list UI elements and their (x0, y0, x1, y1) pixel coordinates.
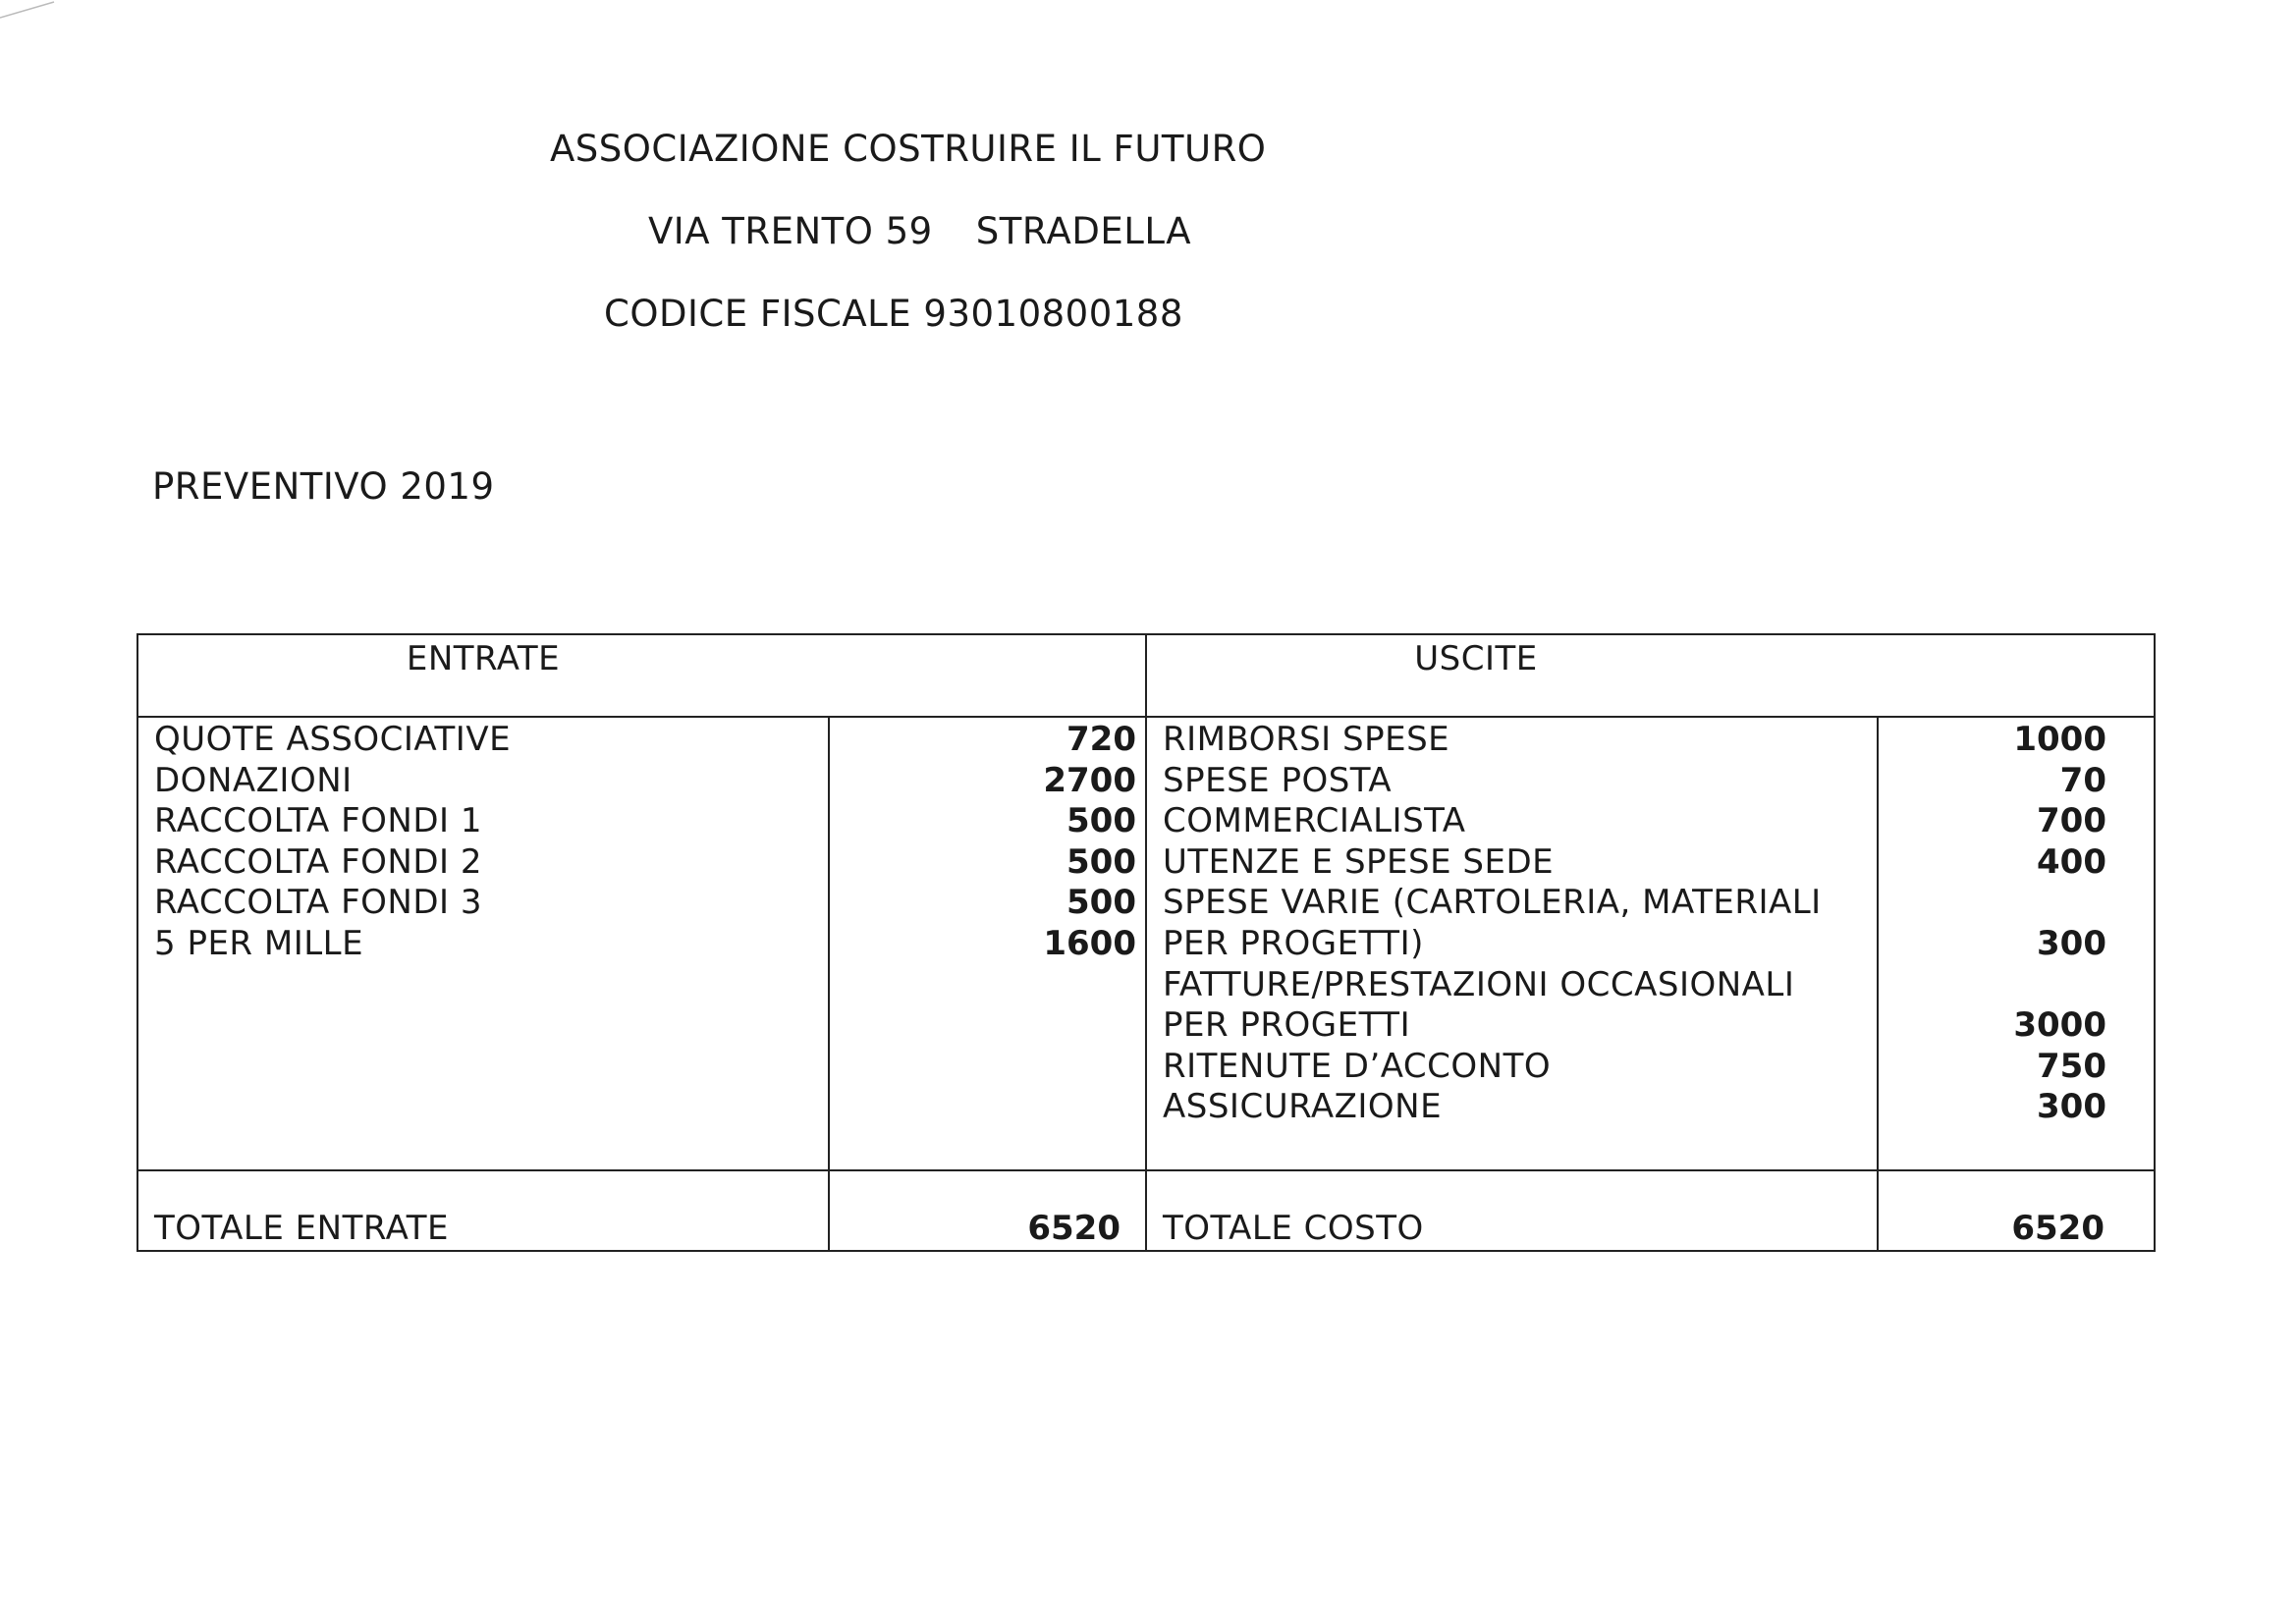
income-amount: 500 (1066, 841, 1136, 882)
expense-label: SPESE VARIE (CARTOLERIA, MATERIALI (1163, 883, 1822, 923)
income-total-amount: 6520 (1027, 1209, 1121, 1248)
expense-row (1163, 924, 2105, 965)
heading-separator (138, 716, 2154, 718)
expense-row (1163, 1087, 2105, 1128)
expense-amount: 300 (2037, 923, 2106, 963)
expense-label: SPESE POSTA (1163, 760, 1393, 800)
expense-row (1163, 801, 2105, 842)
expense-amount: 750 (2037, 1046, 2106, 1086)
income-row (154, 923, 1136, 965)
expense-label: COMMERCIALISTA (1163, 801, 1466, 841)
income-label: RACCOLTA FONDI 3 (154, 883, 483, 923)
income-heading: ENTRATE (406, 639, 561, 678)
organization-address (648, 210, 1191, 252)
income-amount: 2700 (1043, 760, 1136, 800)
budget-title: PREVENTIVO 2019 (152, 465, 495, 508)
expense-amount: 3000 (2013, 1005, 2106, 1046)
expense-amount: 1000 (2013, 720, 2106, 759)
income-row (154, 883, 1136, 924)
tax-code: CODICE FISCALE 93010800188 (604, 293, 1183, 335)
expense-amount: 700 (2037, 801, 2106, 841)
expense-row (1163, 761, 2105, 802)
expense-row (1163, 720, 2105, 761)
organization-name: ASSOCIAZIONE COSTRUIRE IL FUTURO (550, 128, 1267, 170)
income-amount: 500 (1066, 801, 1136, 841)
income-row (154, 720, 1136, 761)
income-total-label: TOTALE ENTRATE (154, 1209, 449, 1248)
expense-row (1163, 883, 2105, 924)
expense-label: ASSICURAZIONE (1163, 1087, 1443, 1127)
expense-row (1163, 965, 2105, 1006)
income-label: 5 PER MILLE (154, 923, 364, 963)
income-amount: 500 (1066, 883, 1136, 923)
income-label: DONAZIONI (154, 760, 353, 800)
expense-rows (1163, 720, 2105, 1128)
scan-corner-mark (0, 0, 59, 20)
expense-amount: 400 (2037, 841, 2106, 882)
budget-table (137, 633, 2156, 1252)
column-divider-main (1145, 635, 1147, 1250)
expense-total-amount: 6520 (2011, 1209, 2105, 1248)
expense-total-label: TOTALE COSTO (1163, 1209, 1424, 1248)
expense-label: PER PROGETTI) (1163, 923, 1424, 963)
income-row (154, 760, 1136, 802)
expense-label: PER PROGETTI (1163, 1005, 1411, 1046)
income-amount: 720 (1066, 720, 1136, 759)
income-label: QUOTE ASSOCIATIVE (154, 720, 512, 759)
expense-heading: USCITE (1414, 639, 1538, 678)
expense-row (1163, 1005, 2105, 1047)
expense-label: RIMBORSI SPESE (1163, 720, 1450, 759)
income-row (154, 801, 1136, 842)
address-city: STRADELLA (975, 210, 1192, 252)
expense-label: RITENUTE D’ACCONTO (1163, 1046, 1552, 1086)
expense-label: FATTURE/PRESTAZIONI OCCASIONALI (1163, 964, 1795, 1004)
total-separator (138, 1169, 2154, 1171)
income-label: RACCOLTA FONDI 2 (154, 841, 483, 882)
expense-amount: 70 (2059, 760, 2106, 800)
expense-amount: 300 (2037, 1087, 2106, 1127)
income-rows (154, 720, 1136, 965)
income-amount: 1600 (1043, 923, 1136, 963)
income-label: RACCOLTA FONDI 1 (154, 801, 483, 841)
expense-row (1163, 1047, 2105, 1088)
expense-row (1163, 842, 2105, 884)
income-row (154, 841, 1136, 884)
expense-label: UTENZE E SPESE SEDE (1163, 841, 1555, 882)
address-street: VIA TRENTO 59 (648, 210, 933, 252)
